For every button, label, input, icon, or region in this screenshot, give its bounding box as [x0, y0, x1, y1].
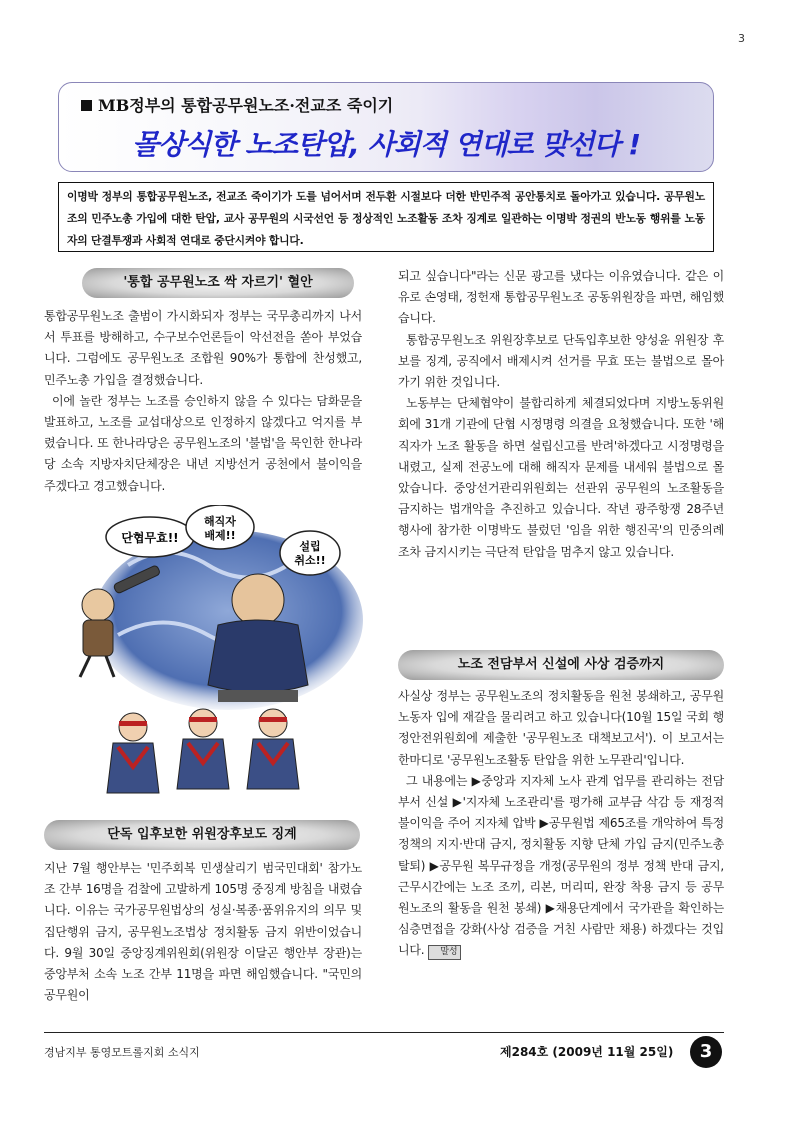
- author-tag: 말성: [428, 945, 461, 960]
- section-heading-3: 노조 전담부서 신설에 사상 검증까지: [398, 650, 724, 680]
- paragraph: 사실상 정부는 공무원노조의 정치활동을 원천 봉쇄하고, 공무원노동자 입에 재갈을 물리려고 하고 있습니다(10월 15일 국회 행정안전위원회에 제출한 '공무원노조 대책보고서'). 이 보고서는 한마디로 '공무원노조활동 탄압을 위한 노무관리'입니다.: [398, 689, 724, 767]
- paragraph: [398, 771, 724, 962]
- footer-page-number: 3: [690, 1036, 722, 1068]
- paragraph-text: 그 내용에는 ▶중앙과 지자체 노사 관계 업무를 관리하는 전담부서 신설 ▶'지자체 노조관리'를 평가해 교부금 삭감 등 재정적 불이익을 주어 지자체 압박 ▶공무원법 제65조를 개악하여 특정 정책의 지지·반대 금지, 정치활동 지향 단체 가입 금지(민주노총 탈퇴) ▶공무원 복무규정을 개정(공무원의 정부 정책 반대 금지, 근무시간에는 노조 조끼, 리본, 머리띠, 완장 착용 금지 등 공무원노조의 활동을 원천 봉쇄) ▶채용단계에서 국가관을 확인하는 심층면접을 강화(사상 검증을 거친 사람만 채용) 하겠다는 것입니다.: [398, 773, 724, 958]
- protester-group: [107, 709, 299, 793]
- svg-text:배제!!: 배제!!: [204, 529, 236, 542]
- section-heading-1: '통합 공무원노조 싹 자르기' 혈안: [82, 268, 354, 298]
- footer-divider: [44, 1032, 724, 1033]
- paragraph: 통합공무원노조 위원장후보로 단독입후보한 양성윤 위원장 후보를 징계, 공직에서 배제시켜 선거를 무효 또는 불법으로 몰아가기 위한 것입니다.: [398, 332, 724, 390]
- svg-text:해직자: 해직자: [204, 515, 236, 528]
- headline-banner: [58, 82, 714, 172]
- svg-text:단협무효!!: 단협무효!!: [121, 531, 179, 545]
- cartoon-illustration: [58, 505, 371, 810]
- right-column-continuation: [398, 266, 724, 563]
- footer-issue: 제284호 (2009년 11월 25일): [500, 1045, 674, 1059]
- footer-publication: 경남지부 통영모트롤지회 소식지: [44, 1046, 200, 1059]
- speech-bubble-2: [186, 505, 254, 549]
- paragraph: 되고 싶습니다"라는 신문 광고를 냈다는 이유였습니다. 같은 이유로 손영태, 정헌재 통합공무원노조 공동위원장을 파면, 해임했습니다.: [398, 269, 724, 326]
- banner-subtitle: MB정부의 통합공무원노조·전교조 죽이기: [98, 96, 394, 115]
- section-heading-2: 단독 입후보한 위원장후보도 징계: [44, 820, 360, 850]
- paragraph: 지난 7월 행안부는 '민주회복 민생살리기 범국민대회' 참가노조 간부 16명을 검찰에 고발하게 105명 중징계 방침을 내렸습니다. 이유는 국가공무원법상의 성실·복종·품위유지의 의무 및 집단행위 금지, 공무원노조법상 정치활동 금지 위반이었습니다. 9월 30일 중앙징계위원회(위원장 이달곤 행안부 장관)는 중앙부처 소속 노조 간부 11명을 파면 해임했습니다. "국민의 공무원이: [44, 861, 362, 1003]
- paragraph: 통합공무원노조 출범이 가시화되자 정부는 국무총리까지 나서서 투표를 방해하고, 수구보수언론들이 악선전을 쏟아 부었습니다. 그럼에도 공무원노조 조합원 90%가 통합에 찬성했고, 민주노총 가입을 결정했습니다.: [44, 309, 362, 387]
- banner-title: 몰상식한 노조탄압, 사회적 연대로 맞선다 !: [132, 128, 640, 161]
- speech-bubble-3: [280, 531, 340, 575]
- svg-text:취소!!: 취소!!: [294, 554, 326, 567]
- banner-subtitle-row: [81, 93, 393, 116]
- paragraph: 이에 놀란 정부는 노조를 승인하지 않을 수 있다는 담화문을 발표하고, 노조를 교섭대상으로 인정하지 않겠다고 억지를 부렸습니다. 또 한나라당은 공무원노조의 '불법'을 묵인한 한나라당 소속 지방자치단체장은 내년 지방선거 공천에서 불이익을 주겠다고 경고했습니다.: [44, 393, 362, 493]
- page-number: 3: [738, 32, 745, 45]
- section-2-body: [44, 858, 362, 1006]
- summary-box: 이명박 정부의 통합공무원노조, 전교조 죽이기가 도를 넘어서며 전두환 시절보다 더한 반민주적 공안통치로 돌아가고 있습니다. 공무원노조의 민주노총 가입에 대한 탄압, 교사 공무원의 시국선언 등 정상적인 노조활동 조차 징계로 일관하는 이명박 정권의 반노동 행위를 노동자의 단결투쟁과 사회적 연대로 중단시켜야 합니다.: [58, 182, 714, 252]
- speech-bubble-1: [106, 517, 194, 557]
- section-1-body: [44, 306, 362, 497]
- svg-text:설립: 설립: [299, 540, 321, 553]
- paragraph: 노동부는 단체협약이 불합리하게 체결되었다며 지방노동위원회에 31개 기관에 단협 시정명령 의결을 요청했습니다. 또한 '해직자가 노조 활동을 하면 설립신고를 반려'하겠다고 시정명령을 내렸고, 실제 전공노에 대해 해직자 문제를 내세워 불법으로 몰았습니다. 중앙선거관리위원회는 선관위 공무원의 노조활동을 금지하는 법개악을 추진하고 있습니다. 작년 광주항쟁 28주년 행사에 참가한 이명박도 불렀던 '임을 위한 행진곡'의 민중의례조차 금지시키는 극단적 탄압을 멈추지 않고 있습니다.: [398, 396, 724, 559]
- square-bullet-icon: [81, 100, 92, 111]
- section-3-body: [398, 686, 724, 962]
